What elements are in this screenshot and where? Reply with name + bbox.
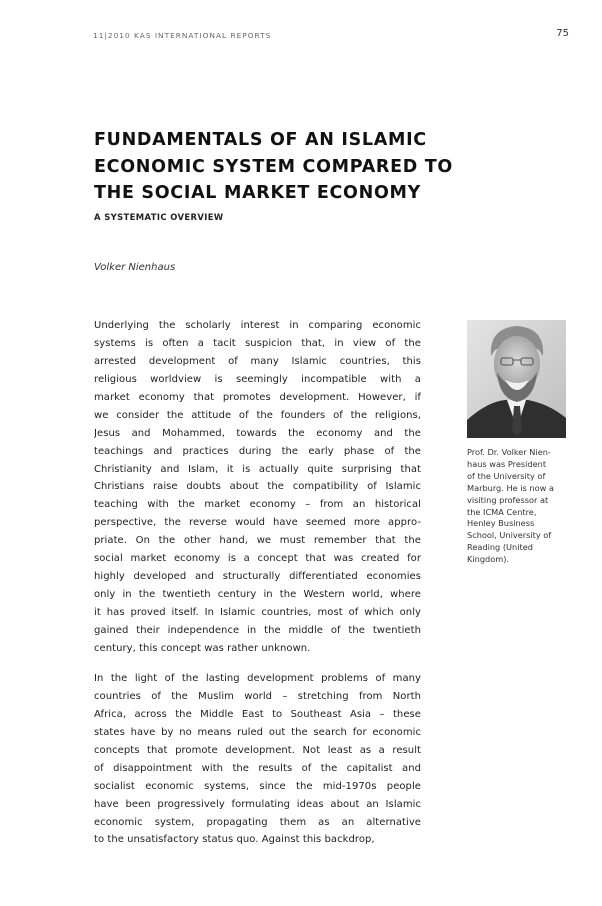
article-subtitle: A SYSTEMATIC OVERVIEW: [94, 212, 224, 222]
body-line: Africa, across the Middle East to Southeast Asia – these: [94, 708, 421, 720]
caption-line: Henley Business: [467, 518, 535, 529]
body-line: to the unsatisfactory status quo. Against this backdrop,: [94, 834, 375, 846]
caption-line: visiting professor at: [467, 494, 549, 505]
caption-line: School, University of: [467, 530, 552, 541]
title-line: THE SOCIAL MARKET ECONOMY: [94, 183, 422, 203]
caption-line: Reading (United: [467, 542, 533, 553]
caption-line: the ICMA Centre,: [467, 506, 537, 517]
body-line: concepts that promote development. Not least as a result: [94, 744, 421, 756]
body-line: priate. On the other hand, we must remember that the: [94, 535, 421, 547]
body-line: of disappointment with the results of the capitalist and: [94, 762, 421, 774]
caption-line: Prof. Dr. Volker Nien-: [467, 447, 551, 457]
body-line: states have by no means ruled out the search for economic: [94, 726, 421, 738]
body-line: Christianity and Islam, it is actually quite surprising that: [94, 463, 421, 475]
body-line: century, this concept was rather unknown.: [94, 642, 311, 654]
caption-line: Kingdom).: [467, 554, 510, 565]
body-line: Underlying the scholarly interest in comparing economic: [94, 320, 421, 331]
body-line: Jesus and Mohammed, towards the economy and the: [94, 427, 421, 439]
body-line: socialist economic systems, since the mid-1970s people: [94, 780, 421, 792]
body-line: perspective, the reverse would have seemed more appro-: [94, 517, 421, 529]
body-paragraph-1: [94, 317, 421, 658]
body-line: economic system, propagating them as an alternative: [94, 816, 421, 828]
caption-line: Marburg. He is now a: [467, 482, 554, 493]
body-line: Christians raise doubts about the compatibility of Islamic: [94, 481, 421, 493]
body-line: teachings and practices during the early phase of the: [94, 445, 421, 457]
body-line: In the light of the lasting development problems of many: [94, 673, 421, 684]
body-line: have been progressively formulating ideas about an Islamic: [94, 798, 421, 810]
author-photo: [467, 320, 566, 438]
author-name: Volker Nienhaus: [94, 262, 176, 273]
body-line: social market economy is a concept that was created for: [94, 553, 421, 565]
body-line: highly developed and structurally differentiated economies: [94, 571, 421, 583]
caption-line: haus was President: [467, 458, 547, 469]
body-line: arrested development of many Islamic countries, this: [94, 355, 421, 367]
running-header: 11|2010 KAS INTERNATIONAL REPORTS: [93, 31, 272, 40]
caption-line: of the University of: [467, 470, 546, 481]
body-line: only in the twentieth century in the Western world, where: [94, 589, 421, 601]
body-line: it has proved itself. In Islamic countries, most of which only: [94, 607, 421, 618]
title-line: FUNDAMENTALS OF AN ISLAMIC: [94, 130, 427, 150]
body-line: we consider the attitude of the founders of the religions,: [94, 409, 421, 421]
article-title: [94, 127, 494, 207]
body-paragraph-2: [94, 670, 421, 849]
body-line: countries of the Muslim world – stretching from North: [94, 690, 421, 702]
body-line: market economy that promotes development. However, if: [94, 391, 421, 403]
body-line: religious worldview is seemingly incompatible with a: [94, 373, 421, 385]
body-line: teaching with the market economy – from an historical: [94, 499, 421, 511]
body-line: systems is often a tacit suspicion that, in view of the: [94, 337, 421, 349]
body-line: gained their independence in the middle of the twentieth: [94, 624, 421, 636]
title-line: ECONOMIC SYSTEM COMPARED TO: [94, 156, 453, 177]
page-number: 75: [556, 28, 569, 39]
author-bio-caption: [467, 447, 571, 566]
